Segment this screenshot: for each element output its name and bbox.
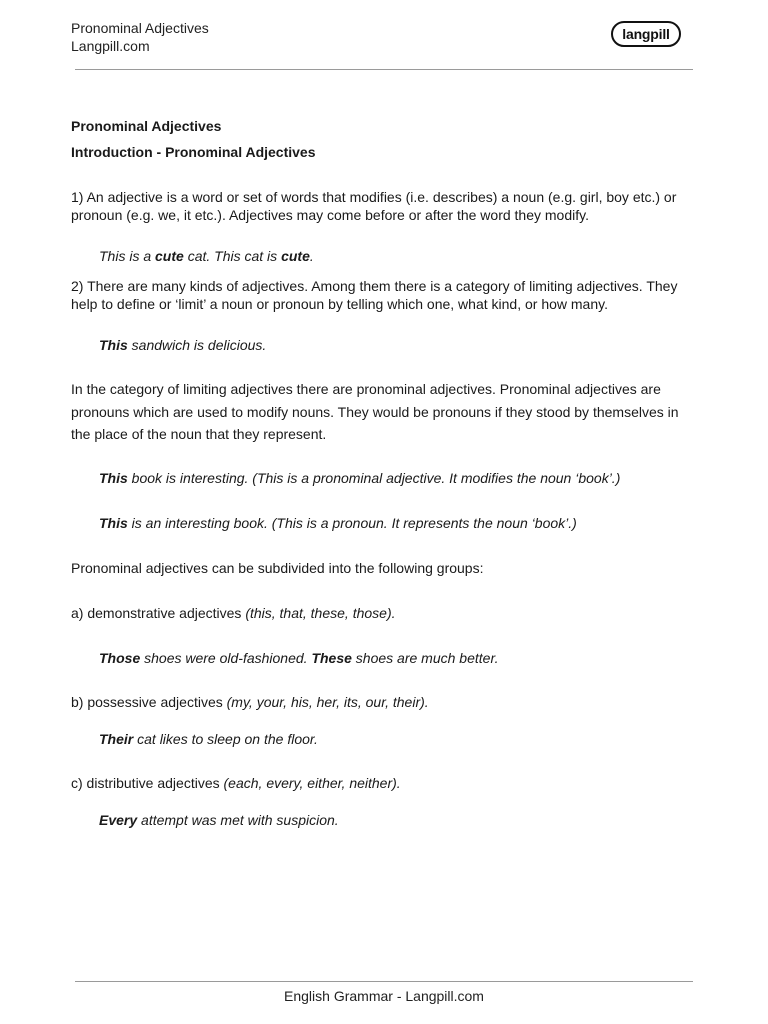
group-b: b) possessive adjectives (my, your, his, her, its, our, their). (71, 694, 429, 710)
paragraph-4: Pronominal adjectives can be subdivided into the following groups: (71, 560, 484, 576)
paragraph-1: 1) An adjective is a word or set of words that modifies (i.e. describes) a noun (e.g. girl, boy etc.) or pronoun (e.g. we, it etc.). Adjectives may come before or after the word they modify. (71, 189, 677, 223)
example-6: Their cat likes to sleep on the floor. (99, 731, 318, 747)
example-5: Those shoes were old-fashioned. These shoes are much better. (99, 650, 499, 666)
paragraph-3: In the category of limiting adjectives there are pronominal adjectives. Pronominal adjectives are pronouns which are used to modify nouns. They would be pronouns if they stood by themselves in the place of the noun that they represent. (71, 381, 679, 442)
footer-text: English Grammar - Langpill.com (284, 988, 484, 1004)
doc-title: Pronominal Adjectives (71, 20, 209, 36)
group-c: c) distributive adjectives (each, every, either, neither). (71, 775, 401, 791)
paragraph-2: 2) There are many kinds of adjectives. Among them there is a category of limiting adjectives. They help to define or ‘limit’ a noun or pronoun by telling which one, what kind, or how many. (71, 278, 678, 312)
group-a: a) demonstrative adjectives (this, that, these, those). (71, 605, 396, 621)
example-7: Every attempt was met with suspicion. (99, 812, 339, 828)
site-name: Langpill.com (71, 38, 150, 54)
example-3: This book is interesting. (This is a pronominal adjective. It modifies the noun ‘book’.) (99, 470, 621, 486)
section-title: Introduction - Pronominal Adjectives (71, 144, 316, 160)
example-2: This sandwich is delicious. (99, 337, 267, 353)
footer-divider (75, 981, 693, 982)
header-divider (75, 69, 693, 70)
header-text (71, 19, 209, 55)
example-1: This is a cute cat. This cat is cute. (99, 248, 314, 264)
example-4: This is an interesting book. (This is a pronoun. It represents the noun ‘book’.) (99, 515, 577, 531)
langpill-logo: langpill (611, 21, 681, 47)
page-title: Pronominal Adjectives (71, 118, 222, 134)
